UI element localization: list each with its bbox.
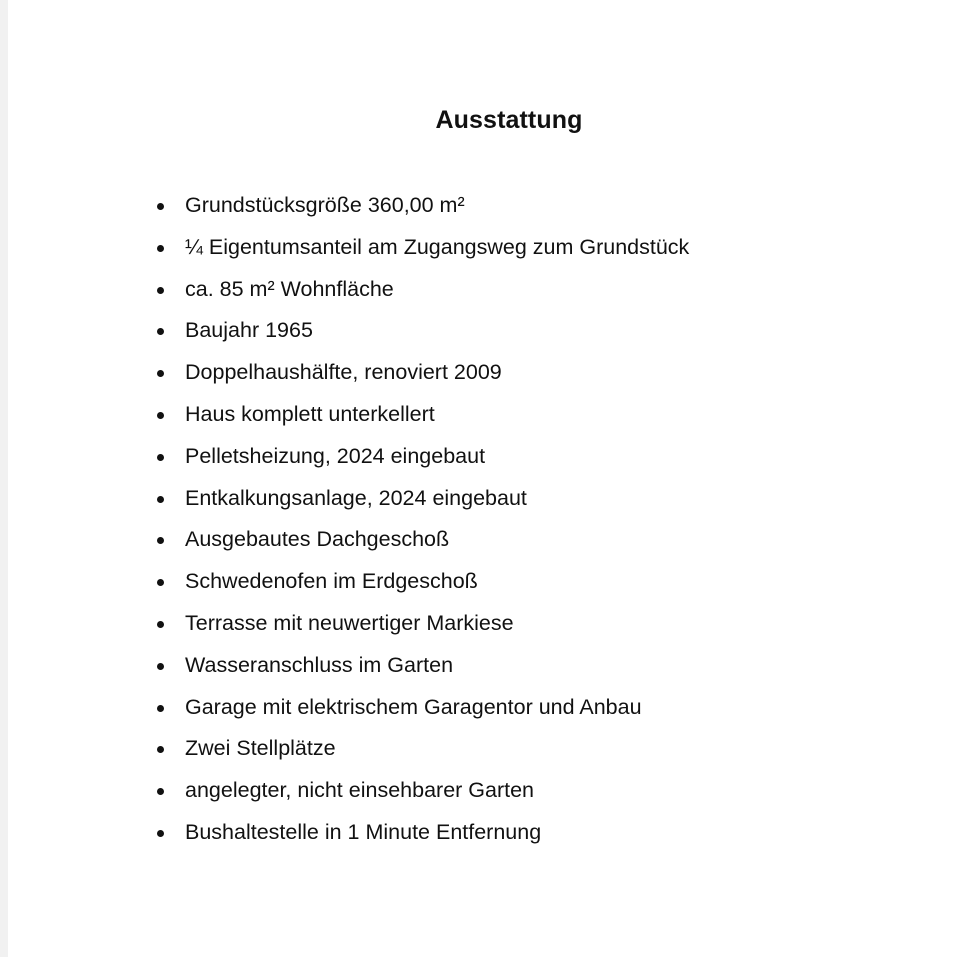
bullet-icon: [157, 370, 164, 377]
bullet-icon: [157, 663, 164, 670]
bullet-icon: [157, 579, 164, 586]
list-item-text: Garage mit elektrischem Garagentor und Anbau: [185, 694, 642, 719]
list-item-text: Grundstücksgröße 360,00 m²: [185, 193, 465, 217]
list-item-text: Zwei Stellplätze: [185, 736, 336, 761]
list-item-text: Terrasse mit neuwertiger Markiese: [185, 610, 514, 635]
list-item-text: Bushaltestelle in 1 Minute Entfernung: [185, 819, 542, 844]
list-item-text: Haus komplett unterkellert: [185, 401, 435, 426]
list-item-text: angelegter, nicht einsehbarer Garten: [185, 778, 535, 803]
bullet-icon: [157, 203, 164, 210]
list-item-text: Ausgebautes Dachgeschoß: [185, 527, 450, 552]
list-item-text: Wasseranschluss im Garten: [185, 652, 454, 677]
document-title: Ausstattung: [435, 106, 583, 134]
bullet-icon: [157, 830, 164, 837]
bullet-icon: [157, 287, 164, 294]
list-item-text: ¼ Eigentumsanteil am Zugangsweg zum Grundstück: [185, 234, 690, 259]
bullet-icon: [157, 788, 164, 795]
list-item-text: Entkalkungsanlage, 2024 eingebaut: [185, 485, 527, 510]
list-item-text: ca. 85 m² Wohnfläche: [185, 276, 394, 301]
bullet-icon: [157, 621, 164, 628]
bullet-icon: [157, 245, 164, 252]
list-item-text: Schwedenofen im Erdgeschoß: [185, 569, 478, 594]
bullet-icon: [157, 705, 164, 712]
bullet-icon: [157, 537, 164, 544]
bullet-icon: [157, 328, 164, 335]
bullet-icon: [157, 454, 164, 461]
bullet-icon: [157, 412, 164, 419]
bullet-icon: [157, 496, 164, 503]
list-item-text: Doppelhaushälfte, renoviert 2009: [185, 360, 502, 385]
list-item-text: Baujahr 1965: [185, 318, 313, 343]
list-item-text: Pelletsheizung, 2024 eingebaut: [185, 443, 486, 468]
document-page: [8, 0, 960, 957]
bullet-icon: [157, 746, 164, 753]
